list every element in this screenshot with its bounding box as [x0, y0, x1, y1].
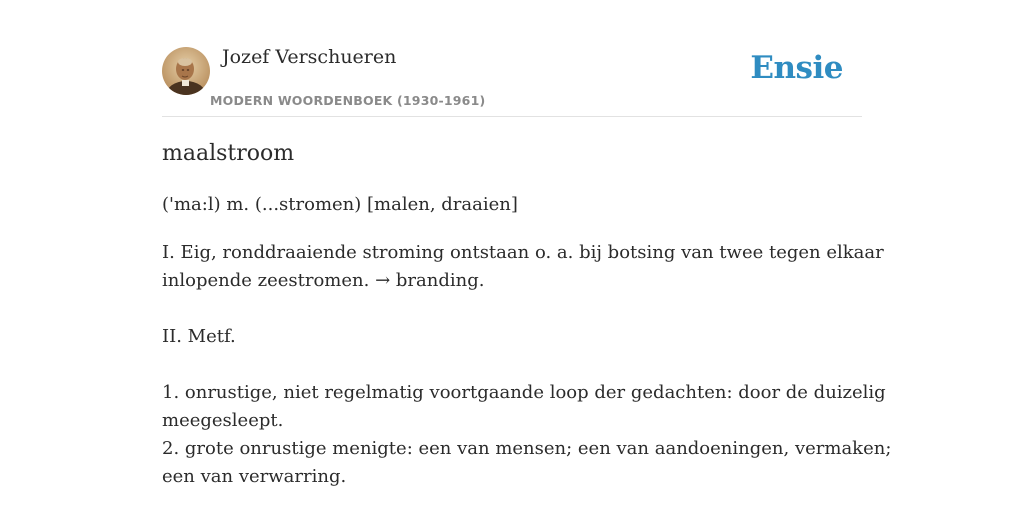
definition-line: meegesleept.: [162, 410, 284, 431]
definition-line: 1. onrustige, niet regelmatig voortgaande loop der gedachten: door de duizelig: [162, 382, 886, 403]
brand-logo[interactable]: Ensie: [750, 50, 843, 86]
source-label[interactable]: MODERN WOORDENBOEK (1930-1961): [210, 93, 486, 108]
definition-line: II. Metf.: [162, 326, 236, 347]
definition-line: een van verwarring.: [162, 466, 347, 487]
definition-line: 2. grote onrustige menigte: een van mensen; een van aandoeningen, vermaken;: [162, 438, 892, 459]
entry-header: [162, 0, 862, 117]
author-avatar[interactable]: [162, 47, 210, 95]
author-name[interactable]: Jozef Verschueren: [222, 46, 397, 68]
portrait-image: [162, 47, 210, 95]
definition-line: I. Eig, ronddraaiende stroming ontstaan o. a. bij botsing van twee tegen elkaar: [162, 242, 884, 263]
entry-card: [162, 0, 892, 512]
entry-definition: [162, 239, 892, 491]
paragraph-gap: [162, 295, 862, 323]
definition-line: inlopende zeestromen. → branding.: [162, 270, 485, 291]
entry-headword: maalstroom: [162, 141, 295, 166]
paragraph-gap: [162, 351, 862, 379]
entry-grammar: ('ma:l) m. (...stromen) [malen, draaien]: [162, 194, 518, 215]
